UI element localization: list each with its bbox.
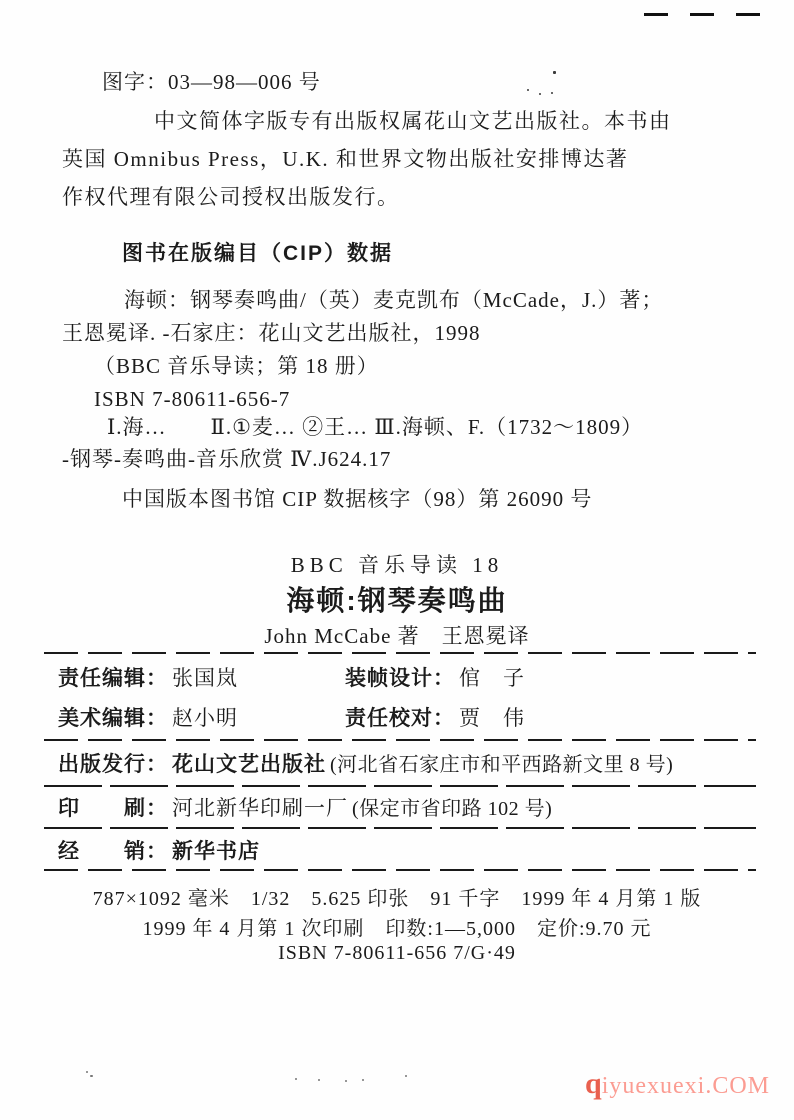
- scan-speck: [318, 1079, 320, 1081]
- watermark-text: iyuexuexi.COM: [601, 1073, 771, 1099]
- publisher-address: (河北省石家庄市和平西路新文里 8 号): [330, 754, 674, 776]
- printer-name: 河北新华印刷一厂: [172, 796, 348, 820]
- isbn-price-line: ISBN 7-80611-656 7/G·49: [278, 942, 516, 964]
- credit-pair: [58, 662, 345, 692]
- cip-class-line: -钢琴-奏鸣曲-音乐欣赏 Ⅳ.J624.17: [62, 447, 392, 471]
- copyright-line: 作权代理有限公司授权出版发行。: [62, 185, 400, 209]
- scan-speck: [295, 1078, 297, 1080]
- cip-record-number: 中国版本图书馆 CIP 数据核字（98）第 26090 号: [122, 487, 593, 511]
- scan-speck: [86, 1071, 88, 1073]
- scan-speck: [405, 1075, 407, 1077]
- credit-pair: [345, 662, 525, 692]
- scan-speck: [539, 93, 541, 95]
- author-translator-line: John McCabe 著 王恩冕译: [264, 624, 530, 648]
- credit-pair: [345, 702, 525, 732]
- printer-address: (保定市省印路 102 号): [352, 798, 553, 820]
- cip-line: 海顿：钢琴奏鸣曲/（英）麦克凯布（McCade，J.）著；: [124, 288, 664, 312]
- distributor-label: 经 销：: [58, 840, 168, 863]
- credits-row: [58, 662, 758, 692]
- cip-line: 王恩冕译. -石家庄：花山文艺出版社，1998: [62, 321, 481, 345]
- divider-rule: [44, 827, 756, 829]
- scan-dash: [644, 13, 668, 16]
- register-number: 图字：03—98—006 号: [102, 70, 321, 94]
- scan-dash: [690, 13, 714, 16]
- scan-speck: [553, 71, 556, 74]
- site-watermark: [585, 1067, 771, 1100]
- printer-row: [58, 792, 768, 822]
- copyright-line: 英国 Omnibus Press，U.K. 和世界文物出版社安排博达著: [62, 147, 629, 171]
- cip-class-line: Ⅰ.海… Ⅱ.①麦… ②王… Ⅲ.海顿、F.（1732～1809）: [107, 415, 644, 439]
- publisher-row: [58, 748, 768, 778]
- distributor-row: [58, 835, 768, 865]
- scan-speck: [345, 1080, 347, 1082]
- scan-dash: [736, 13, 760, 16]
- print-spec-line: 1999 年 4 月第 1 次印刷 印数:1—5,000 定价:9.70 元: [142, 918, 652, 940]
- credit-label: 装帧设计：: [345, 667, 455, 690]
- cip-record-block: [62, 284, 663, 416]
- publisher-label: 出版发行：: [58, 753, 168, 776]
- cip-classification: [62, 411, 643, 475]
- book-title: 海顿:钢琴奏鸣曲: [286, 585, 508, 616]
- credit-label: 责任校对：: [345, 707, 455, 730]
- divider-rule: [44, 652, 756, 654]
- series-title: BBC 音乐导读 18: [290, 553, 504, 577]
- copyright-line: 中文简体字版专有出版权属花山文艺出版社。本书由: [154, 109, 672, 133]
- divider-rule: [44, 869, 756, 871]
- cip-heading: 图书在版编目（CIP）数据: [122, 242, 394, 265]
- cip-line: （BBC 音乐导读；第 18 册）: [94, 354, 379, 378]
- scan-speck: [362, 1079, 364, 1081]
- credit-pair: [58, 702, 345, 732]
- credit-label: 责任编辑：: [58, 667, 168, 690]
- divider-rule: [44, 739, 756, 741]
- copyright-paragraph: [62, 102, 717, 216]
- distributor-name: 新华书店: [172, 840, 260, 863]
- credit-value: 倌 子: [459, 666, 525, 690]
- credit-label: 美术编辑：: [58, 707, 168, 730]
- credit-value: 赵小明: [172, 706, 238, 730]
- cip-line: ISBN 7-80611-656-7: [94, 387, 291, 411]
- printer-label: 印 刷：: [58, 797, 168, 820]
- scan-dash-marks: [644, 13, 760, 16]
- credits-row: [58, 702, 758, 732]
- publisher-name: 花山文艺出版社: [172, 753, 326, 776]
- print-spec-line: 787×1092 毫米 1/32 5.625 印张 91 千字 1999 年 4 月第 1 版: [92, 888, 702, 910]
- watermark-lead-letter: q: [585, 1067, 602, 1100]
- scan-speck: [90, 1075, 93, 1077]
- scan-speck: [527, 89, 529, 91]
- credit-value: 张国岚: [172, 666, 238, 690]
- divider-rule: [44, 785, 756, 787]
- credit-value: 贾 伟: [459, 706, 525, 730]
- scan-speck: [551, 92, 553, 94]
